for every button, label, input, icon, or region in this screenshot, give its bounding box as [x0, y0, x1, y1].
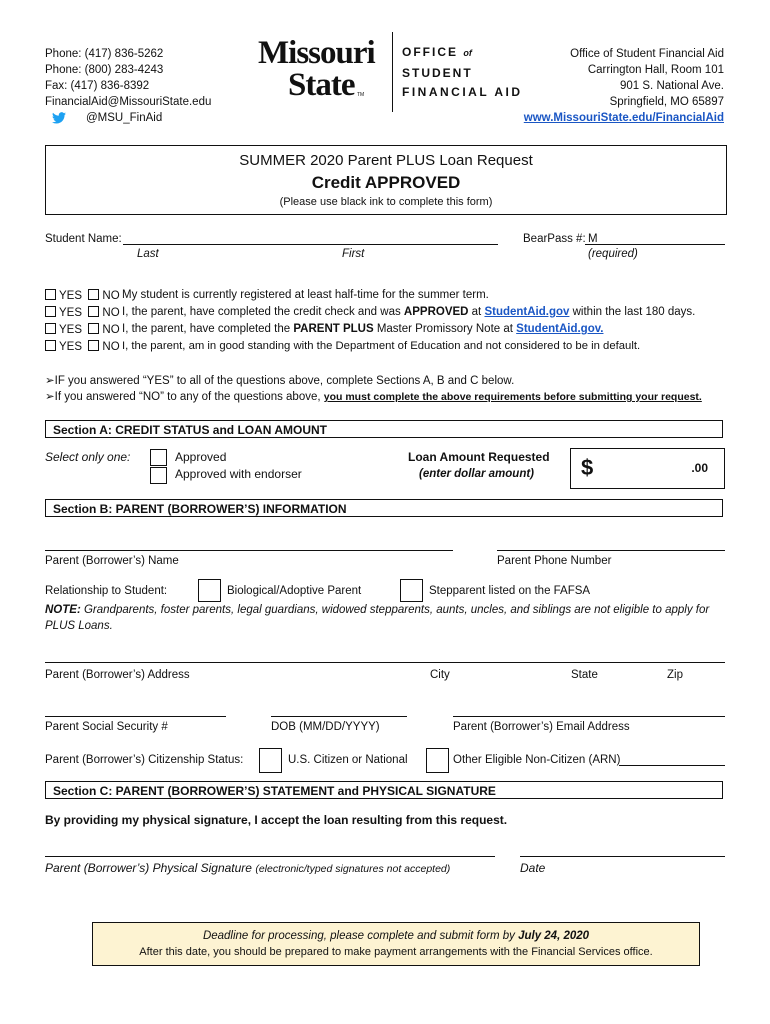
form-instructions: (Please use black ink to complete this form) — [279, 196, 493, 208]
parent-name-label: Parent (Borrower’s) Name — [45, 555, 179, 567]
form-subtitle: Credit APPROVED — [311, 173, 461, 192]
question-4: I, the parent, am in good standing with the Department of Education and not considered to be in default. — [122, 340, 641, 352]
approved-endorser-label: Approved with endorser — [175, 467, 302, 481]
arn-field[interactable] — [619, 765, 725, 766]
address-line-2: Carrington Hall, Room 101 — [587, 64, 724, 76]
section-b-header: Section B: PARENT (BORROWER’S) INFORMATION — [45, 499, 723, 517]
question-1: My student is currently registered at least half-time for the summer term. — [122, 289, 489, 301]
logo-trademark: TM — [357, 92, 365, 98]
ssn-label: Parent Social Security # — [45, 721, 168, 733]
no-checkbox[interactable] — [88, 289, 99, 300]
signature-label: Parent (Borrower’s) Physical Signature (electronic/typed signatures not accepted) — [45, 861, 451, 875]
loan-amount-label: Loan Amount Requested — [408, 450, 550, 464]
bearpass-label: BearPass #: — [523, 233, 586, 245]
email-label: Parent (Borrower’s) Email Address — [453, 721, 630, 733]
eligibility-note: NOTE: Grandparents, foster parents, legal guardians, widowed stepparents, aunts, uncles, and siblings are not eligible to apply for PLUS Loans. — [45, 604, 710, 632]
deadline-text: Deadline for processing, please complete and submit form by July 24, 2020 — [202, 930, 590, 942]
signature-field[interactable] — [45, 856, 495, 857]
dob-label: DOB (MM/DD/YYYY) — [271, 721, 380, 733]
office-label-2: STUDENT — [402, 66, 473, 80]
ssn-field[interactable] — [45, 716, 226, 717]
us-citizen-checkbox[interactable] — [259, 748, 282, 773]
deadline-note: After this date, you should be prepared to make payment arrangements with the Financial Services office. — [139, 946, 653, 958]
twitter-handle[interactable]: @MSU_FinAid — [86, 112, 163, 124]
approved-checkbox[interactable] — [150, 449, 167, 466]
state-label: State — [571, 669, 598, 681]
arrow-icon: ➢ — [45, 391, 55, 403]
yes-checkbox[interactable] — [45, 289, 56, 300]
address-line-4: Springfield, MO 65897 — [609, 96, 724, 108]
address-line-3: 901 S. National Ave. — [620, 80, 724, 92]
contact-email[interactable]: FinancialAid@MissouriState.edu — [45, 96, 212, 108]
office-label-1: OFFICE of — [402, 45, 472, 59]
office-label-3: FINANCIAL AID — [402, 85, 523, 99]
arrow-icon: ➢ — [45, 375, 55, 387]
question-row-4: YES NO — [45, 340, 120, 353]
instruction-1: ➢IF you answered “YES” to all of the questions above, complete Sections A, B and C below. — [45, 375, 515, 387]
dollar-sign: $ — [581, 455, 594, 480]
citizenship-label: Parent (Borrower’s) Citizenship Status: — [45, 754, 244, 766]
logo-state: State — [288, 67, 355, 103]
non-citizen-checkbox[interactable] — [426, 748, 449, 773]
loan-amount-input[interactable] — [570, 448, 725, 489]
yes-checkbox[interactable] — [45, 340, 56, 351]
deadline-box — [92, 922, 700, 966]
approved-label: Approved — [175, 450, 227, 464]
instruction-2: ➢If you answered “NO” to any of the questions above, you must complete the above requirements before submitting your request. — [45, 391, 702, 403]
yes-checkbox[interactable] — [45, 323, 56, 334]
non-citizen-label: Other Eligible Non-Citizen (ARN) — [453, 754, 621, 766]
us-citizen-label: U.S. Citizen or National — [288, 754, 408, 766]
loan-amount-hint: (enter dollar amount) — [419, 468, 535, 480]
stepparent-checkbox[interactable] — [400, 579, 423, 602]
student-last-label: Last — [137, 248, 159, 260]
parent-phone-field[interactable] — [497, 550, 725, 551]
form-title: SUMMER 2020 Parent PLUS Loan Request — [239, 152, 533, 169]
logo-missouri: Missouri — [258, 35, 375, 71]
cents-label: .00 — [691, 461, 708, 475]
approved-endorser-checkbox[interactable] — [150, 467, 167, 484]
student-name-field[interactable] — [123, 244, 498, 245]
question-2: I, the parent, have completed the credit check and was APPROVED at StudentAid.gov within the last 180 days. — [122, 306, 696, 318]
question-row-2: YES NO — [45, 306, 120, 319]
date-field[interactable] — [520, 856, 725, 857]
yes-checkbox[interactable] — [45, 306, 56, 317]
student-first-label: First — [342, 248, 365, 260]
zip-label: Zip — [667, 669, 683, 681]
signature-statement: By providing my physical signature, I accept the loan resulting from this request. — [45, 813, 508, 827]
address-line-1: Office of Student Financial Aid — [570, 48, 724, 60]
email-field[interactable] — [453, 716, 725, 717]
biological-parent-checkbox[interactable] — [198, 579, 221, 602]
question-row-3: YES NO — [45, 323, 120, 336]
bearpass-prefix: M — [588, 233, 598, 245]
address-field[interactable] — [45, 662, 725, 663]
bearpass-field[interactable] — [585, 244, 725, 245]
contact-phone-1: Phone: (417) 836-5262 — [45, 48, 164, 60]
twitter-icon — [52, 112, 66, 127]
question-row-1: YES NO — [45, 289, 120, 302]
no-checkbox[interactable] — [88, 323, 99, 334]
question-3: I, the parent, have completed the PARENT PLUS Master Promissory Note at StudentAid.gov. — [122, 323, 604, 335]
parent-phone-label: Parent Phone Number — [497, 555, 612, 567]
contact-fax: Fax: (417) 836-8392 — [45, 80, 150, 92]
logo-divider — [392, 32, 393, 112]
address-label: Parent (Borrower’s) Address — [45, 669, 190, 681]
no-checkbox[interactable] — [88, 340, 99, 351]
date-label: Date — [520, 861, 546, 875]
section-a-header: Section A: CREDIT STATUS and LOAN AMOUNT — [45, 420, 723, 438]
section-c-header: Section C: PARENT (BORROWER’S) STATEMENT and PHYSICAL SIGNATURE — [45, 781, 723, 799]
student-name-label: Student Name: — [45, 233, 122, 245]
studentaid-link[interactable]: StudentAid.gov — [484, 306, 570, 318]
city-label: City — [430, 669, 450, 681]
parent-name-field[interactable] — [45, 550, 453, 551]
studentaid-link[interactable]: StudentAid.gov. — [516, 323, 604, 335]
title-box — [45, 145, 727, 215]
select-only-label: Select only one: — [45, 450, 131, 464]
dob-field[interactable] — [271, 716, 407, 717]
biological-parent-label: Biological/Adoptive Parent — [227, 585, 362, 597]
bearpass-required: (required) — [588, 248, 638, 260]
stepparent-label: Stepparent listed on the FAFSA — [429, 585, 591, 597]
relationship-label: Relationship to Student: — [45, 585, 168, 597]
contact-phone-2: Phone: (800) 283-4243 — [45, 64, 164, 76]
website-link[interactable]: www.MissouriState.edu/FinancialAid — [523, 112, 724, 124]
no-checkbox[interactable] — [88, 306, 99, 317]
